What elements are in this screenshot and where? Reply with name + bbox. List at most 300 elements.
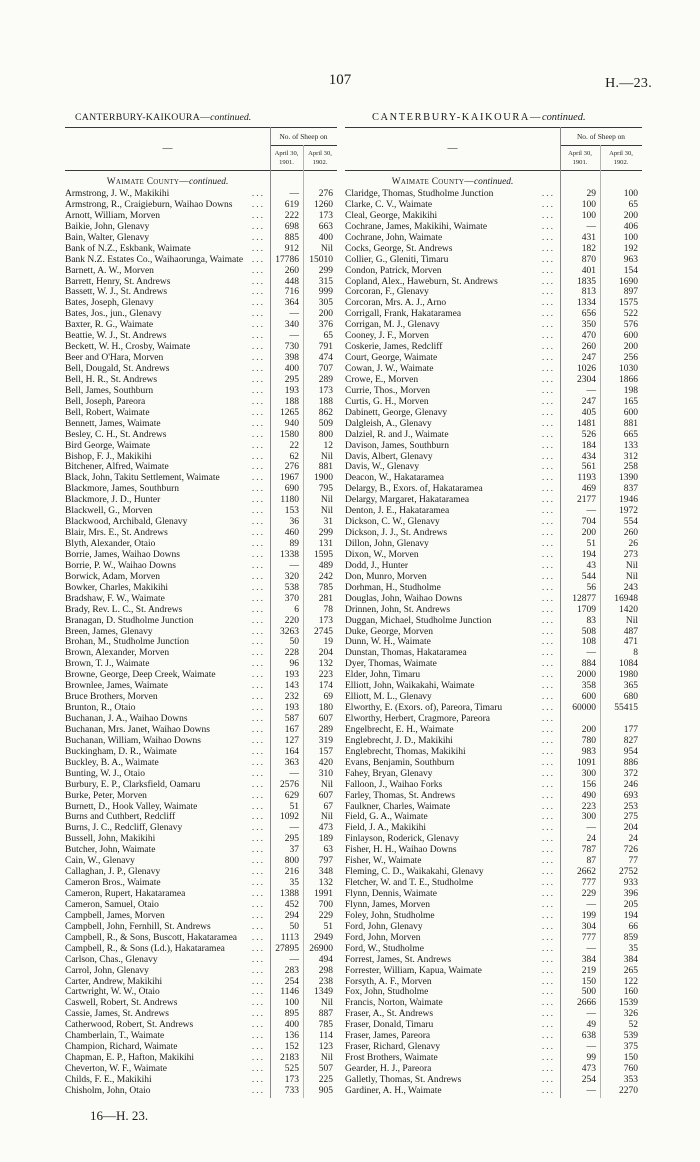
sheep-1902: 507 <box>318 1064 333 1074</box>
holder-name: Browne, George, Deep Creek, Waimate <box>65 670 216 681</box>
holder-name: Dodd, J., Hunter <box>345 560 409 571</box>
sheep-1901: 1338 <box>280 549 299 560</box>
holder-name: Cassie, James, St. Andrews <box>65 1009 169 1020</box>
holder-name: Cain, W., Glenavy <box>65 856 135 867</box>
sheep-1901: 283 <box>284 965 299 976</box>
sheep-1902: 607 <box>318 790 333 801</box>
holder-name: Coskerie, James, Redcliff <box>345 342 443 353</box>
holder-cell <box>345 780 560 791</box>
sheep-1901: 500 <box>581 987 596 998</box>
sheep-1902: 281 <box>318 593 333 604</box>
sheep-1902: 1972 <box>619 506 638 517</box>
table-row <box>65 539 337 550</box>
name-column-header: — <box>162 143 173 154</box>
sheep-1902: 795 <box>318 484 333 495</box>
table-row <box>345 353 642 364</box>
sheep-1902: 680 <box>623 692 638 703</box>
sheep-1901: 405 <box>581 407 596 418</box>
dot-leader <box>190 342 265 353</box>
dot-leader <box>220 473 265 484</box>
holder-cell <box>345 987 560 998</box>
dot-leader <box>149 966 265 977</box>
sheep-1902: 954 <box>623 746 638 757</box>
dot-leader <box>169 189 265 200</box>
dot-leader <box>419 462 555 473</box>
holder-name: Childs, F. E., Makikihi <box>65 1074 152 1085</box>
table-header <box>65 127 337 171</box>
holder-name: Bates, Joseph, Glenavy <box>65 298 154 309</box>
holder-cell <box>345 966 560 977</box>
holder-cell <box>65 878 270 889</box>
dot-leader <box>153 627 265 638</box>
sheep-1901: 50 <box>289 637 299 648</box>
sheep-1902: Nil <box>320 506 333 517</box>
holder-name: Engelbrecht, E. H., Waimate <box>345 724 454 735</box>
sheep-1901: 561 <box>581 462 596 473</box>
sheep-1901: — <box>586 1085 596 1096</box>
holder-name: Carrol, John, Glenavy <box>65 965 149 976</box>
holder-name: Fraser, James, Pareora <box>345 1031 431 1042</box>
table-row <box>345 233 642 244</box>
sheep-1902: 189 <box>318 834 333 845</box>
sheep-1901: — <box>289 768 299 779</box>
sheep-1901: 340 <box>284 320 299 331</box>
holder-name: Caswell, Robert, St. Andrews <box>65 998 178 1009</box>
sheep-1902: 1991 <box>314 889 333 899</box>
table-row <box>65 922 337 933</box>
dot-leader <box>440 320 555 331</box>
sheep-1901: 36 <box>289 517 299 528</box>
holder-name: Gardiner, A. H., Waimate <box>345 1085 442 1096</box>
dot-leader <box>502 703 555 714</box>
table-row <box>65 933 337 944</box>
sheep-1902: 693 <box>623 790 638 801</box>
dot-leader <box>430 386 555 397</box>
sheep-1901: 600 <box>581 692 596 703</box>
dot-leader <box>487 222 555 233</box>
table-row <box>345 189 642 200</box>
sheep-1902: 275 <box>623 812 638 823</box>
table-row <box>345 977 642 988</box>
sheep-1902 <box>600 714 642 725</box>
sheep-1902: 859 <box>623 932 638 943</box>
sheep-1901: 188 <box>284 396 299 407</box>
sheep-1902: 1866 <box>619 374 638 385</box>
table-row <box>345 605 642 616</box>
sheep-1902: 933 <box>623 878 638 889</box>
table-row <box>65 462 337 473</box>
sheep-1901: 22 <box>289 440 299 451</box>
holder-cell <box>345 616 560 627</box>
holder-cell <box>345 692 560 703</box>
name-column-header: — <box>447 143 458 154</box>
section-continued: continued. <box>188 177 229 187</box>
table-row <box>65 364 337 375</box>
sheep-1902: 114 <box>319 1031 333 1042</box>
dot-leader <box>422 856 555 867</box>
dot-leader <box>160 211 265 222</box>
holder-name: Dorhman, H., Studholme <box>345 582 441 593</box>
holder-cell <box>65 386 270 397</box>
holder-cell <box>65 298 270 309</box>
table-row <box>65 342 337 353</box>
table-row <box>65 758 337 769</box>
table-row <box>345 889 642 900</box>
dot-leader <box>490 714 555 725</box>
dot-leader <box>457 845 555 856</box>
holder-name: Elder, John, Timaru <box>345 670 421 681</box>
table-row <box>65 189 337 200</box>
sheep-1902: 174 <box>318 681 333 692</box>
dot-leader <box>448 255 555 266</box>
table-row <box>345 200 642 211</box>
holder-name: Dalziel, R. and J., Waimate <box>345 429 449 440</box>
sheep-1901: 51 <box>289 801 299 812</box>
sheep-1902: 999 <box>318 287 333 298</box>
holder-cell <box>345 714 560 725</box>
table-row <box>65 834 337 845</box>
sheep-1902: Nil <box>320 243 333 254</box>
holder-cell <box>65 616 270 627</box>
dot-leader <box>243 255 265 266</box>
holder-cell <box>345 867 560 878</box>
table-row <box>65 703 337 714</box>
holder-name: Brohan, M., Studholme Junction <box>65 637 190 648</box>
sheep-1901: 1026 <box>577 364 596 374</box>
dot-leader <box>149 233 265 244</box>
sheep-1901: 469 <box>581 484 596 495</box>
sheep-1902: 253 <box>623 801 638 812</box>
table-row <box>345 1031 642 1042</box>
dot-leader <box>420 933 555 944</box>
sheep-1902: 204 <box>623 823 638 834</box>
table-row <box>65 386 337 397</box>
dot-leader <box>182 823 265 834</box>
table-row <box>345 342 642 353</box>
sheep-1902: 396 <box>623 889 638 899</box>
holder-cell <box>345 823 560 834</box>
holder-cell <box>345 244 560 255</box>
dot-leader <box>461 309 555 320</box>
sheep-1902: 2270 <box>619 1085 638 1096</box>
sheep-1901: 56 <box>586 582 596 593</box>
sheep-1901: 222 <box>284 210 299 221</box>
sheep-1901: 940 <box>284 418 299 429</box>
sheep-1901: 27895 <box>275 943 299 954</box>
sheep-1902: 539 <box>623 1031 638 1042</box>
dot-leader <box>440 1042 555 1053</box>
dot-leader <box>438 1053 555 1064</box>
sheep-1902: 289 <box>318 724 333 735</box>
holder-name: Douglas, John, Waihao Downs <box>345 593 463 604</box>
sheep-1902: 246 <box>623 779 638 790</box>
year-1902-header <box>303 147 337 169</box>
holder-name: Bassett, W. J., St. Andrews <box>65 287 168 298</box>
sheep-1901: 1091 <box>577 757 596 768</box>
holder-name: Borrie, James, Waihao Downs <box>65 549 180 560</box>
holder-cell <box>345 441 560 452</box>
sheep-1901: 300 <box>581 812 596 823</box>
dot-leader <box>433 452 555 463</box>
sheep-1901: 3263 <box>280 626 299 637</box>
sheep-1902: 1690 <box>619 276 638 287</box>
holder-name: Claridge, Thomas, Studholme Junction <box>345 189 494 199</box>
holder-name: Duke, George, Morven <box>345 626 433 637</box>
holder-name: Dickson, C. W., Glenavy <box>345 517 440 528</box>
holder-name: Clarke, C. V., Waimate <box>345 199 433 210</box>
holder-cell <box>65 353 270 364</box>
table-row <box>65 823 337 834</box>
sheep-1901: — <box>586 1009 596 1020</box>
table-row <box>65 244 337 255</box>
table-row <box>65 659 337 670</box>
holder-name: Chisholm, John, Otaio <box>65 1085 151 1096</box>
dot-leader <box>154 266 265 277</box>
sheep-1901: 300 <box>581 768 596 779</box>
dot-leader <box>156 845 266 856</box>
dot-leader <box>423 922 555 933</box>
holder-cell <box>345 211 560 222</box>
holder-name: Bruce Brothers, Morven <box>65 692 158 703</box>
table-row <box>65 287 337 298</box>
table-row <box>345 944 642 955</box>
sheep-1901: 885 <box>284 232 299 243</box>
dot-leader <box>153 320 265 331</box>
heading-region: CANTERBURY-KAIKOURA— <box>75 112 211 123</box>
holder-cell <box>345 353 560 364</box>
table-row <box>345 769 642 780</box>
sheep-1901: 193 <box>284 385 299 396</box>
holder-cell <box>345 1020 560 1031</box>
holder-name: Besley, C. H., St. Andrews <box>65 429 167 440</box>
dot-leader <box>211 922 265 933</box>
sheep-1902: 200 <box>623 210 638 221</box>
sheep-1902: 133 <box>623 440 638 451</box>
holder-name: Fraser, Donald, Timaru <box>345 1020 434 1031</box>
holder-cell <box>65 922 270 933</box>
sheep-1902: 194 <box>623 910 638 921</box>
sheep-1902: 797 <box>318 856 333 867</box>
sheep-1901: 43 <box>586 560 596 571</box>
holder-cell <box>345 637 560 648</box>
table-row <box>65 955 337 966</box>
sheep-1902: 1980 <box>619 670 638 681</box>
sheep-1902: 173 <box>318 210 333 221</box>
sheep-1901: 247 <box>581 353 596 364</box>
table-row <box>345 287 642 298</box>
table-row <box>345 1009 642 1020</box>
holder-name: Blackwell, G., Morven <box>65 506 153 517</box>
table-row <box>345 408 642 419</box>
dot-leader <box>449 441 555 452</box>
holder-cell <box>65 233 270 244</box>
sheep-1902: 400 <box>318 232 333 243</box>
table-row <box>65 298 337 309</box>
dot-leader <box>157 375 265 386</box>
sheep-1902: 65 <box>323 331 333 342</box>
page-number: 107 <box>328 72 352 88</box>
holder-cell <box>345 670 560 681</box>
sheep-1902: 1390 <box>619 473 638 484</box>
sheep-1902: 200 <box>623 342 638 353</box>
table-row <box>65 353 337 364</box>
sheep-1901: 1113 <box>280 932 299 943</box>
table-row <box>345 550 642 561</box>
sheep-1901: — <box>586 1042 596 1053</box>
sheep-1901: 370 <box>284 593 299 604</box>
dot-leader <box>152 1075 265 1086</box>
holder-name: Gearder, H. J., Pareora <box>345 1064 432 1074</box>
holder-cell <box>65 200 270 211</box>
holder-name: Cochrane, John, Waimate <box>345 232 443 243</box>
table-row <box>65 1031 337 1042</box>
dot-leader <box>158 692 265 703</box>
holder-name: Campbell, R., & Sons, Buscott, Hakataramea <box>65 932 238 943</box>
holder-cell <box>345 594 560 605</box>
dot-leader <box>135 703 265 714</box>
sheep-1902: 238 <box>318 976 333 987</box>
sheep-1901: 219 <box>581 965 596 976</box>
holder-name: Cheverton, W. F., Waimate <box>65 1064 167 1074</box>
holder-cell <box>345 430 560 441</box>
sheep-1902: 299 <box>318 265 333 276</box>
table-row <box>345 955 642 966</box>
table-row <box>65 605 337 616</box>
holder-cell <box>65 189 270 200</box>
holder-name: Campbell, James, Morven <box>65 910 165 921</box>
dot-leader <box>435 911 555 922</box>
sheep-1901: 194 <box>581 549 596 560</box>
sheep-1902: 905 <box>318 1085 333 1096</box>
holder-name: Chamberlain, T., Waimate <box>65 1031 165 1042</box>
holder-name: Carter, Andrew, Makikihi <box>65 976 163 987</box>
sheep-1902: 1420 <box>619 604 638 615</box>
sheep-1902: 67 <box>323 801 333 812</box>
sheep-1901: 83 <box>586 615 596 626</box>
holder-cell <box>345 473 560 484</box>
holder-name: Cameron Bros., Waimate <box>65 878 161 889</box>
table-header <box>345 127 642 171</box>
holder-name: Bank N.Z. Estates Co., Waihaorunga, Waimate <box>65 254 244 265</box>
holder-name: Fox, John, Studholme <box>345 987 429 998</box>
sheep-1902: 1900 <box>314 473 333 484</box>
sheep-1902: 862 <box>318 407 333 418</box>
holder-name: Blair, Mrs. E., St. Andrews <box>65 528 168 539</box>
heading-region: CANTERBURY-KAIKOURA— <box>372 112 542 123</box>
holder-cell <box>65 987 270 998</box>
sheep-1902: 100 <box>623 189 638 199</box>
table-row <box>65 594 337 605</box>
heading-continued: continued. <box>541 112 586 123</box>
sheep-1902: 225 <box>318 1074 333 1085</box>
sheep-1901: 193 <box>284 703 299 714</box>
holder-name: Delargy, Margaret, Hakataramea <box>345 495 470 506</box>
sheep-1901: 448 <box>284 276 299 287</box>
sheep-1902: 760 <box>623 1064 638 1074</box>
holder-cell <box>65 244 270 255</box>
sheep-1901: — <box>586 823 596 834</box>
dot-leader <box>155 539 265 550</box>
holder-name: Blackmore, James, Southburn <box>65 484 179 495</box>
holder-name: Corrigan, M. J., Glenavy <box>345 320 440 331</box>
holder-name: Beckett, W. H., Crosby, Waimate <box>65 342 191 353</box>
dot-leader <box>429 331 555 342</box>
holder-cell <box>65 452 270 463</box>
holder-name: Brunton, R., Otaio <box>65 703 136 714</box>
table-row <box>65 867 337 878</box>
holder-cell <box>345 309 560 320</box>
dot-leader <box>170 364 266 375</box>
holder-cell <box>345 1053 560 1064</box>
sheep-1901: 254 <box>284 976 299 987</box>
table-row <box>65 1053 337 1064</box>
holder-cell <box>65 1075 270 1086</box>
table-row <box>345 878 642 889</box>
holder-name: Cameron, Samuel, Otaio <box>65 899 159 910</box>
sheep-1901: 167 <box>284 724 299 735</box>
sheep-1901: — <box>289 331 299 342</box>
holder-cell <box>65 703 270 714</box>
table-row <box>65 397 337 408</box>
holder-cell <box>65 583 270 594</box>
sheep-1901: 363 <box>284 757 299 768</box>
sheep-1901: 87 <box>586 856 596 867</box>
dot-leader <box>473 878 555 889</box>
holder-name: Catherwood, Robert, St. Andrews <box>65 1020 194 1031</box>
sheep-1902: 881 <box>623 418 638 429</box>
table-row <box>65 1042 337 1053</box>
holder-cell <box>345 900 560 911</box>
sheep-1901: 1334 <box>577 298 596 309</box>
sheep-1902: 265 <box>623 965 638 976</box>
dot-leader <box>419 550 555 561</box>
table-row <box>345 528 642 539</box>
table-row <box>65 1009 337 1020</box>
dot-leader <box>135 856 265 867</box>
table-row <box>345 823 642 834</box>
sheep-1901: 60000 <box>572 703 596 714</box>
sheep-1902: 791 <box>318 342 333 353</box>
sheep-1901: 216 <box>284 867 299 878</box>
holder-cell <box>65 397 270 408</box>
sheep-1901: 400 <box>284 1020 299 1031</box>
sheep-1902: 312 <box>623 451 638 462</box>
dot-leader <box>168 681 265 692</box>
sheep-1901: 295 <box>284 834 299 845</box>
sheep-1902: 31 <box>323 517 333 528</box>
table-row <box>65 1086 337 1097</box>
dot-leader <box>433 1020 555 1031</box>
holder-cell <box>65 911 270 922</box>
holder-name: Brown, T. J., Waimate <box>65 659 150 670</box>
holder-cell <box>65 627 270 638</box>
dot-leader <box>197 802 265 813</box>
sheep-1901: 228 <box>284 648 299 659</box>
sheep-1902: 66 <box>628 921 638 932</box>
sheep-1902: 16948 <box>614 593 638 604</box>
holder-cell <box>65 955 270 966</box>
sheep-1901: 638 <box>581 1031 596 1042</box>
sheep-1902: 509 <box>318 418 333 429</box>
table-row <box>345 922 642 933</box>
sheep-1901: 254 <box>581 1074 596 1085</box>
dot-leader <box>461 1075 555 1086</box>
dot-leader <box>187 517 265 528</box>
dot-leader <box>430 1031 555 1042</box>
holder-cell <box>345 189 560 200</box>
sheep-1901: — <box>289 954 299 965</box>
holder-cell <box>345 911 560 922</box>
